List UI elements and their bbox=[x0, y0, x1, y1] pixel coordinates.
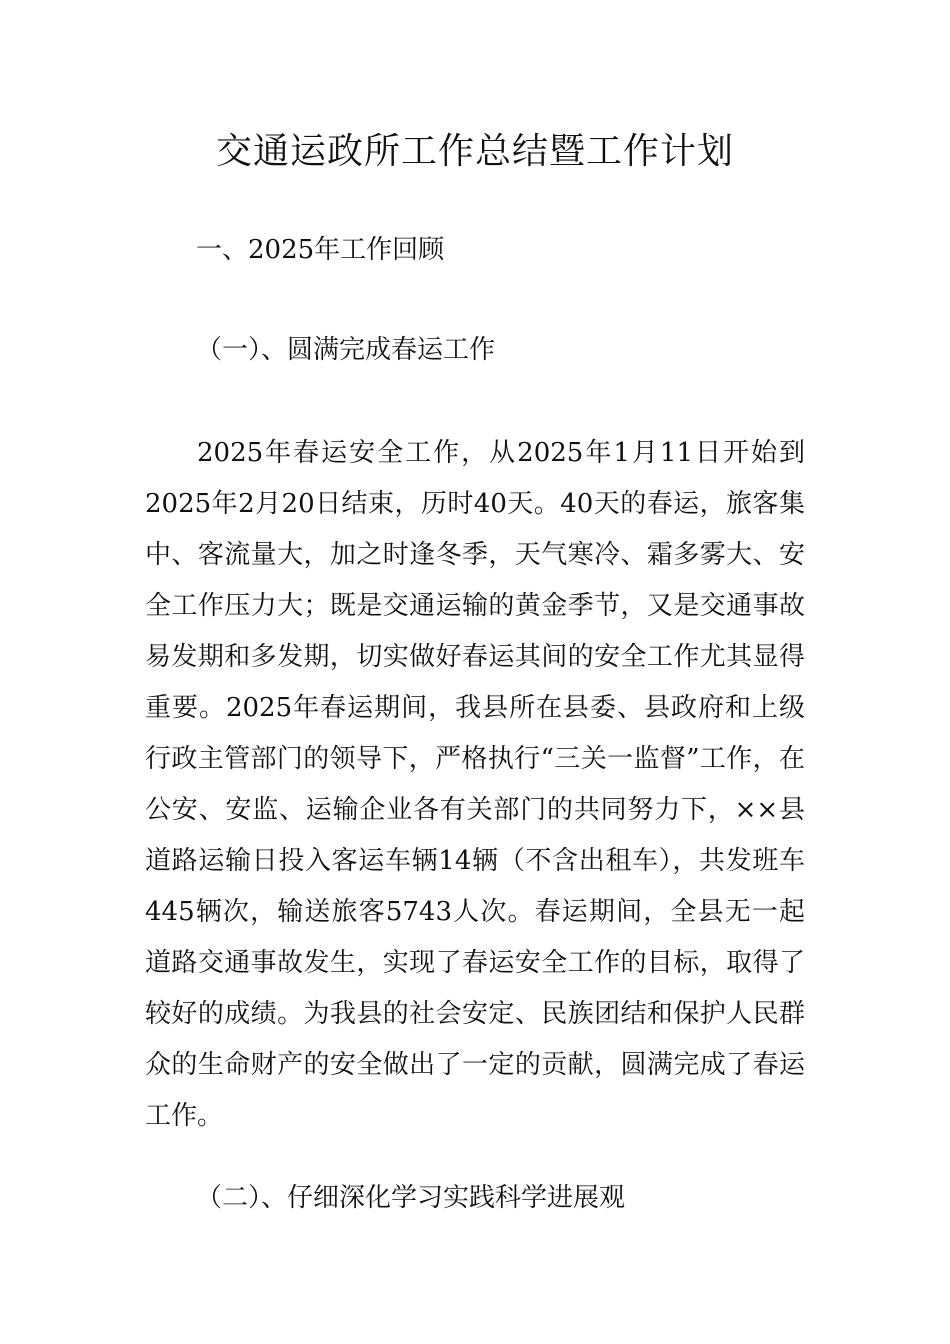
document-title: 交通运政所工作总结暨工作计划 bbox=[215, 131, 734, 172]
section-heading-review: 一、2025年工作回顾 bbox=[196, 235, 445, 265]
subsection-body-paragraph: 2025年春运安全工作，从2025年1月11日开始到2025年2月20日结束，历时40天。40天的春运，旅客集中、客流量大，加之时逢冬季，天气寒冷、霜多雾大、安全工作压力大；既是交通运输的黄金季节，又是交通事故易发期和多发期，切实做好春运其间的安全工作尤其显得重要。2025年春运期间，我县所在县委、县政府和上级行政主管部门的领导下，严格执行“三关一监督”工作，在公安、安监、运输企业各有关部门的共同努力下，××县道路运输日投入客运车辆14辆（不含出租车），共发班车445辆次，输送旅客5743人次。春运期间，全县无一起道路交通事故发生，实现了春运安全工作的目标，取得了较好的成绩。为我县的社会安定、民族团结和保护人民群众的生命财产的安全做出了一定的贡献，圆满完成了春运工作。 bbox=[145, 438, 805, 1131]
subsection-heading-spring-transport: （一）、圆满完成春运工作 bbox=[196, 335, 496, 365]
subsection-heading-study-practice: （二）、仔细深化学习实践科学进展观 bbox=[196, 1183, 626, 1213]
